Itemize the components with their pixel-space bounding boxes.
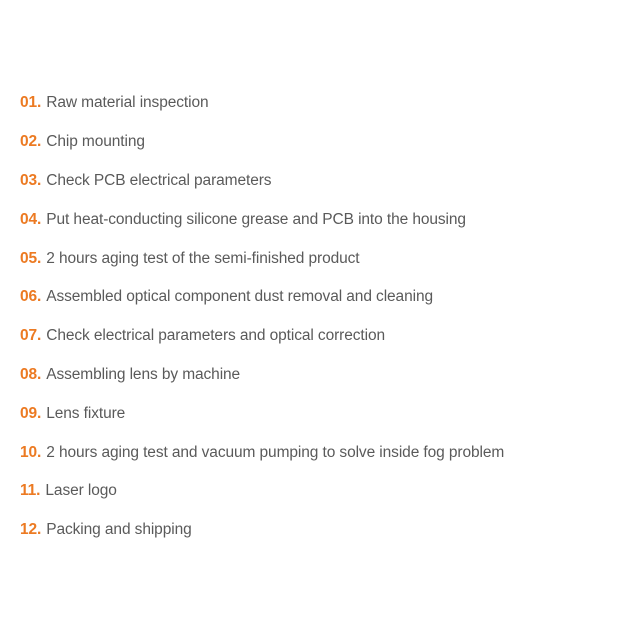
step-number: 02.	[20, 133, 42, 151]
step-text: Laser logo	[45, 482, 117, 500]
process-steps-list	[20, 84, 620, 550]
step-item-09	[20, 394, 620, 433]
step-item-04	[20, 200, 620, 239]
step-text: Assembled optical component dust removal and cleaning	[46, 288, 433, 306]
step-number: 10.	[20, 443, 42, 461]
step-item-10	[20, 433, 620, 472]
step-number: 06.	[20, 288, 42, 306]
step-text: Chip mounting	[46, 133, 145, 151]
step-item-06	[20, 278, 620, 317]
step-number: 07.	[20, 327, 42, 345]
step-number: 01.	[20, 94, 42, 112]
step-text: Check PCB electrical parameters	[46, 171, 272, 189]
step-item-11	[20, 472, 620, 511]
step-number: 03.	[20, 171, 42, 189]
step-item-01	[20, 84, 620, 123]
step-text: Put heat-conducting silicone grease and PCB into the housing	[46, 210, 466, 228]
step-text: Raw material inspection	[46, 94, 209, 112]
step-text: 2 hours aging test and vacuum pumping to solve inside fog problem	[46, 443, 505, 461]
step-number: 09.	[20, 404, 42, 422]
step-text: Packing and shipping	[46, 521, 192, 539]
step-item-08	[20, 356, 620, 395]
step-item-12	[20, 511, 620, 550]
step-number: 12.	[20, 521, 42, 539]
step-item-02	[20, 123, 620, 162]
step-number: 05.	[20, 249, 42, 267]
step-number: 04.	[20, 210, 42, 228]
step-text: Lens fixture	[46, 404, 126, 422]
step-text: Check electrical parameters and optical correction	[46, 327, 385, 345]
step-item-05	[20, 239, 620, 278]
step-item-03	[20, 162, 620, 201]
step-text: 2 hours aging test of the semi-finished product	[46, 249, 360, 267]
step-number: 08.	[20, 365, 42, 383]
step-item-07	[20, 317, 620, 356]
step-number: 11.	[20, 482, 41, 500]
step-text: Assembling lens by machine	[46, 365, 241, 383]
